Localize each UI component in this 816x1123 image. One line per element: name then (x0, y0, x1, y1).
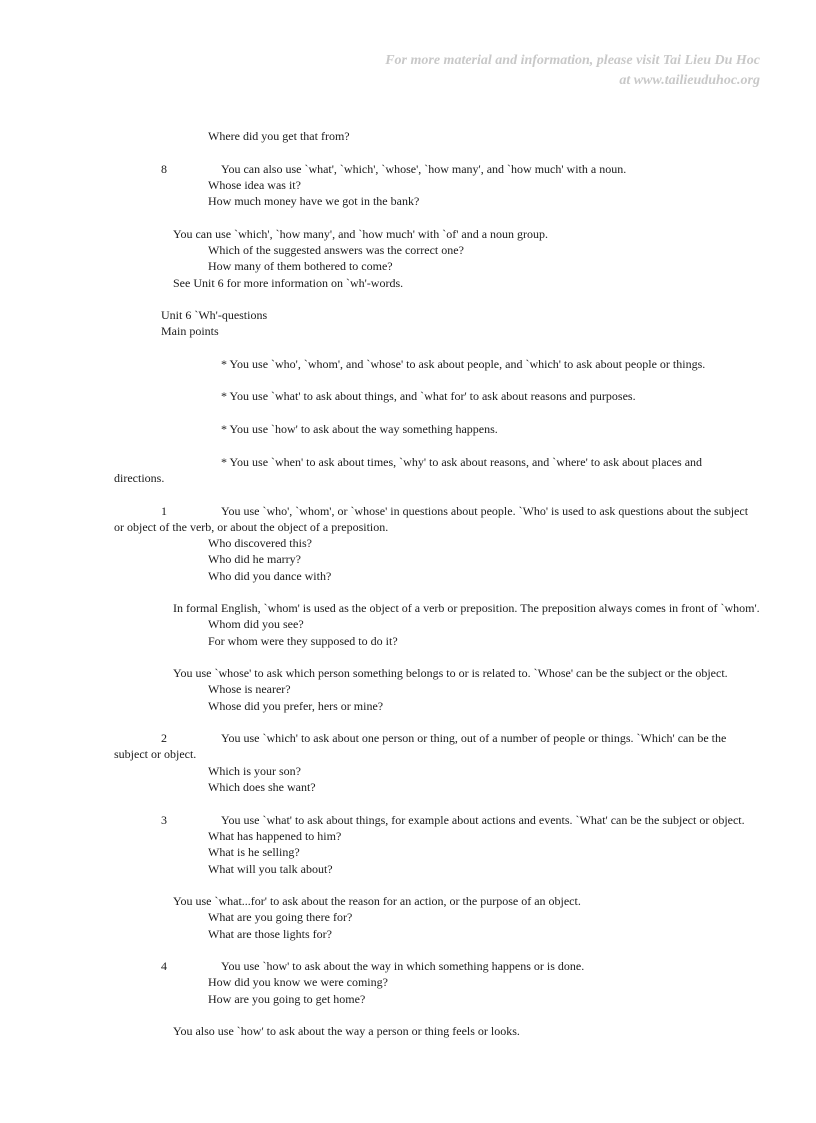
main-point: * You use `what' to ask about things, and `what for' to ask about reasons and purposes. (221, 389, 636, 403)
example-sentence: What are those lights for? (208, 927, 332, 941)
example-sentence: Who did you dance with? (208, 569, 332, 583)
paragraph-text: You use `whose' to ask which person something belongs to or is related to. `Whose' can be the subject or the object. (173, 666, 728, 680)
example-sentence: How much money have we got in the bank? (208, 194, 420, 208)
example-sentence: Who discovered this? (208, 536, 312, 550)
paragraph-continuation: or object of the verb, or about the object of a preposition. (114, 520, 389, 534)
paragraph-text: In formal English, `whom' is used as the object of a verb or preposition. The preposition always comes in front of `whom'. (173, 601, 760, 615)
example-sentence: Whose did you prefer, hers or mine? (208, 699, 384, 713)
example-sentence: What is he selling? (208, 845, 300, 859)
main-points-heading: Main points (161, 324, 219, 338)
paragraph-text: You use `what...for' to ask about the reason for an action, or the purpose of an object. (173, 894, 581, 908)
example-sentence: What are you going there for? (208, 910, 353, 924)
paragraph-text: You also use `how' to ask about the way a person or thing feels or looks. (173, 1024, 520, 1038)
paragraph-text: You can also use `what', `which', `whose', `how many', and `how much' with a noun. (221, 162, 627, 176)
paragraph-text: You use `how' to ask about the way in which something happens or is done. (221, 959, 585, 973)
example-sentence: Which does she want? (208, 780, 316, 794)
section-number: 8 (161, 162, 167, 176)
main-point-continuation: directions. (114, 471, 165, 485)
header-line-2: at www.tailieuduhoc.org (619, 73, 760, 88)
example-sentence: Where did you get that from? (208, 129, 350, 143)
example-sentence: Whose is nearer? (208, 682, 291, 696)
example-sentence: What will you talk about? (208, 862, 333, 876)
example-sentence: Whose idea was it? (208, 178, 301, 192)
example-sentence: For whom were they supposed to do it? (208, 634, 398, 648)
section-number: 1 (161, 504, 167, 518)
example-sentence: Who did he marry? (208, 552, 301, 566)
main-point: * You use `when' to ask about times, `why' to ask about reasons, and `where' to ask about places and (221, 455, 703, 469)
paragraph-continuation: subject or object. (114, 747, 197, 761)
section-number: 2 (161, 731, 167, 745)
example-sentence: How did you know we were coming? (208, 975, 388, 989)
paragraph-text: You can use `which', `how many', and `how much' with `of' and a noun group. (173, 227, 549, 241)
paragraph-text: You use `what' to ask about things, for example about actions and events. `What' can be the subject or object. (221, 813, 745, 827)
paragraph-text: You use `who', `whom', or `whose' in questions about people. `Who' is used to ask questions about the subject (221, 504, 749, 518)
paragraph-text: You use `which' to ask about one person or thing, out of a number of people or things. `Which' can be the (221, 731, 727, 745)
example-sentence: Which is your son? (208, 764, 301, 778)
paragraph-text: See Unit 6 for more information on `wh'-words. (173, 276, 404, 290)
unit-title: Unit 6 `Wh'-questions (161, 308, 268, 322)
main-point: * You use `how' to ask about the way something happens. (221, 422, 498, 436)
example-sentence: Which of the suggested answers was the correct one? (208, 243, 464, 257)
header-line-1: For more material and information, please visit Tai Lieu Du Hoc (385, 53, 760, 68)
main-point: * You use `who', `whom', and `whose' to ask about people, and `which' to ask about people or things. (221, 357, 706, 371)
section-number: 4 (161, 959, 167, 973)
example-sentence: Whom did you see? (208, 617, 304, 631)
example-sentence: What has happened to him? (208, 829, 342, 843)
example-sentence: How many of them bothered to come? (208, 259, 393, 273)
example-sentence: How are you going to get home? (208, 992, 366, 1006)
section-number: 3 (161, 813, 167, 827)
